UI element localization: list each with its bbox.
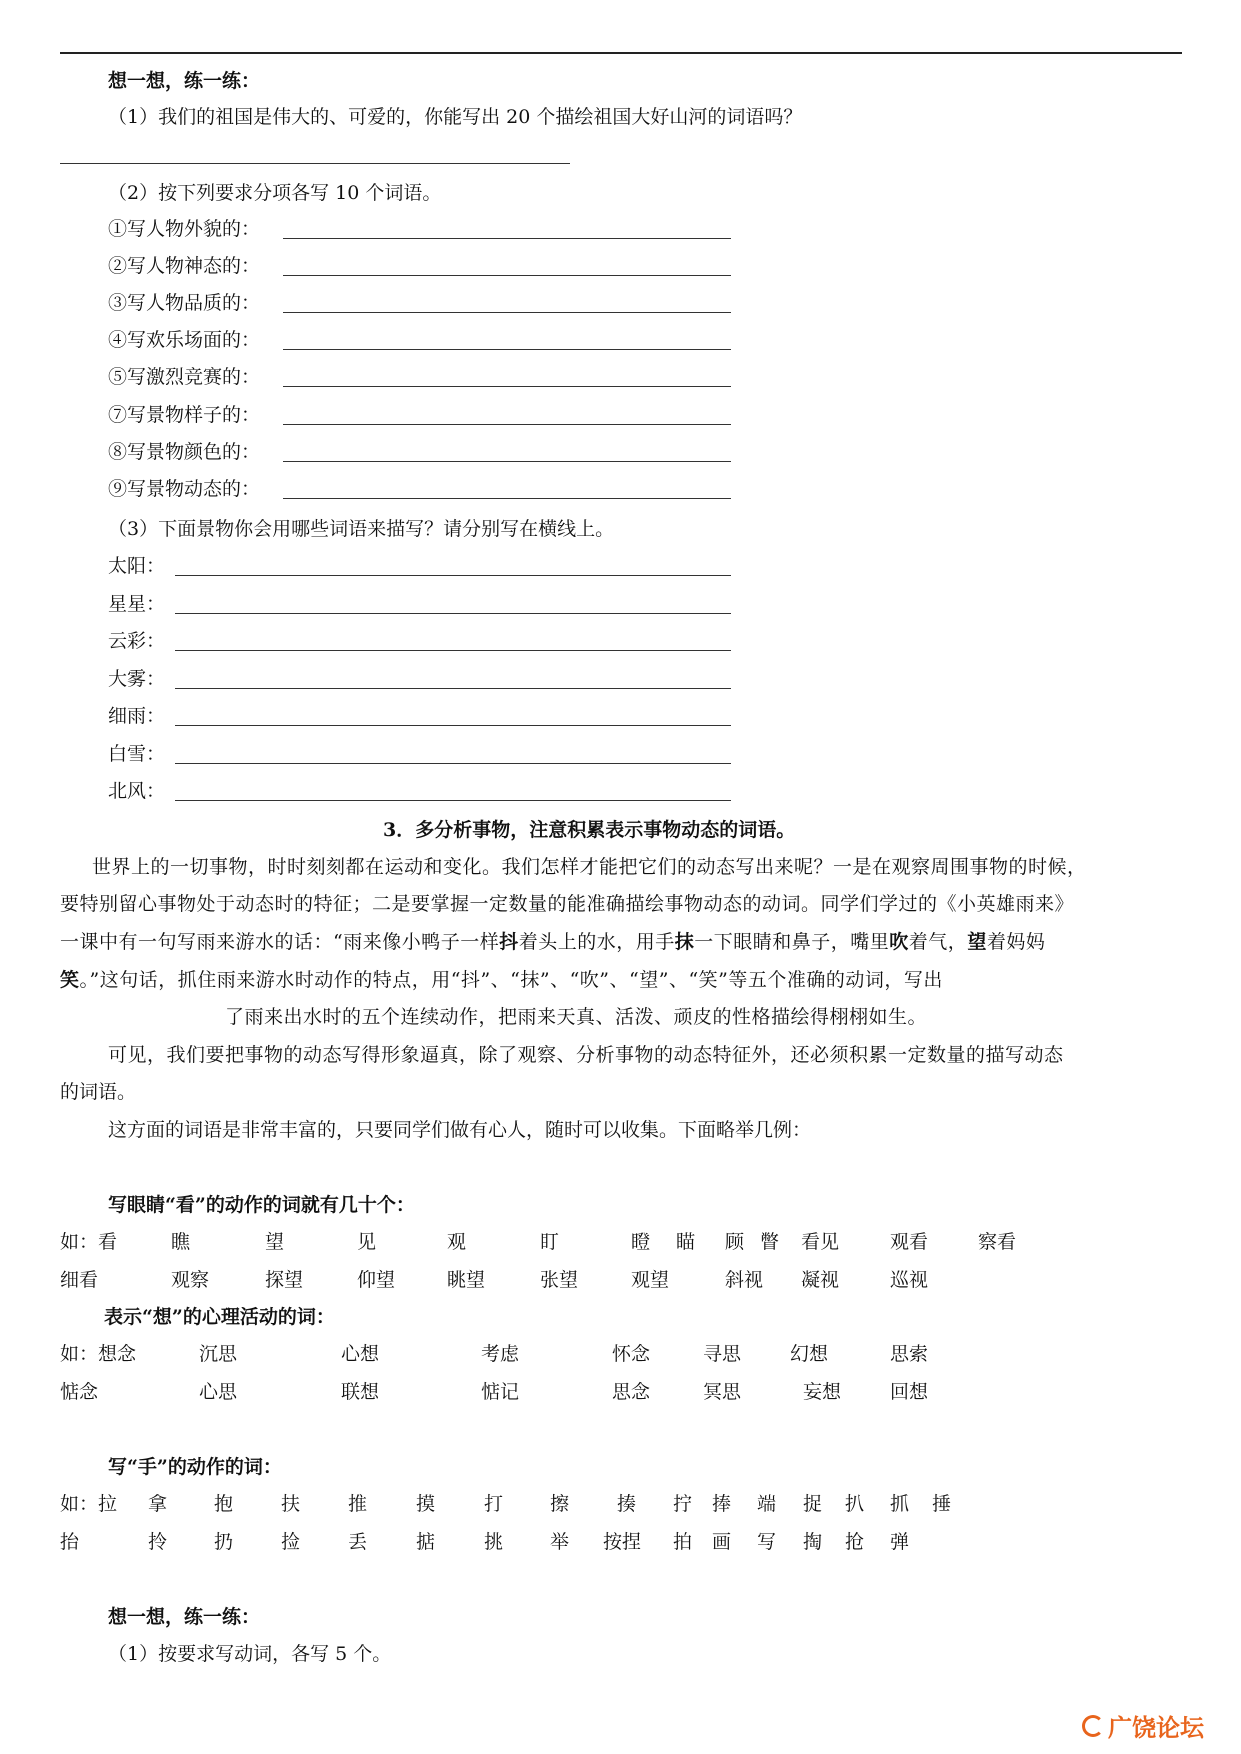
word: 推	[348, 1493, 368, 1515]
word: 观察	[171, 1269, 210, 1291]
question-1: （1）我们的祖国是伟大的、可爱的，你能写出 20 个描绘祖国大好山河的词语吗？	[108, 106, 803, 128]
section-title: 3．多分析事物，注意积累表示事物动态的词语。	[383, 819, 796, 841]
word: 冥思	[703, 1381, 742, 1403]
paragraph-line: 要特别留心事物处于动态时的特征；二是要掌握一定数量的能准确描绘事物动态的动词。同学们学过的《小英雄雨来》	[60, 893, 1075, 915]
word: 细看	[60, 1269, 99, 1291]
word: 观望	[631, 1269, 670, 1291]
word: 如：拉	[60, 1493, 118, 1515]
word: 如：想念	[60, 1343, 137, 1365]
word: 捶	[932, 1493, 952, 1515]
scenery-label: 大雾：	[108, 668, 166, 690]
word: 抓	[890, 1493, 910, 1515]
word: 沉思	[199, 1343, 238, 1365]
category-label: ④写欢乐场面的：	[108, 329, 261, 351]
word: 拿	[148, 1493, 168, 1515]
logo-mark-icon	[1082, 1715, 1104, 1737]
word: 回想	[890, 1381, 929, 1403]
word: 察看	[978, 1231, 1017, 1253]
blank-line[interactable]	[175, 725, 731, 726]
word: 探望	[265, 1269, 304, 1291]
blank-line[interactable]	[175, 613, 731, 614]
word: 按捏	[603, 1531, 642, 1553]
think-heading: 表示“想”的心理活动的词：	[104, 1306, 335, 1328]
word: 如：看	[60, 1231, 118, 1253]
word: 寻思	[703, 1343, 742, 1365]
blank-line[interactable]	[175, 763, 731, 764]
word: 掂	[416, 1531, 436, 1553]
word: 瞥	[760, 1231, 780, 1253]
word: 摸	[416, 1493, 436, 1515]
word: 斜视	[725, 1269, 764, 1291]
question-2: （2）按下列要求分项各写 10 个词语。	[108, 182, 442, 204]
scenery-label: 星星：	[108, 593, 166, 615]
word: 抬	[60, 1531, 80, 1553]
practice-heading-2: 想一想，练一练：	[108, 1606, 261, 1628]
scenery-label: 太阳：	[108, 555, 166, 577]
word: 思索	[890, 1343, 929, 1365]
word: 掏	[803, 1531, 823, 1553]
question-3: （3）下面景物你会用哪些词语来描写？请分别写在横线上。	[108, 518, 615, 540]
word: 怀念	[612, 1343, 651, 1365]
paragraph-line: 的词语。	[60, 1081, 137, 1103]
category-label: ⑦写景物样子的：	[108, 404, 261, 426]
word: 扔	[214, 1531, 234, 1553]
word: 捧	[712, 1493, 732, 1515]
word: 仰望	[357, 1269, 396, 1291]
word: 端	[757, 1493, 777, 1515]
forum-logo	[1082, 1708, 1204, 1743]
category-label: ⑨写景物动态的：	[108, 478, 261, 500]
word: 看见	[801, 1231, 840, 1253]
practice-heading: 想一想，练一练：	[108, 70, 261, 92]
word: 心思	[199, 1381, 238, 1403]
word: 瞧	[171, 1231, 191, 1253]
word: 见	[357, 1231, 377, 1253]
blank-line[interactable]	[283, 275, 731, 276]
word: 拍	[673, 1531, 693, 1553]
paragraph-line: 这方面的词语是非常丰富的，只要同学们做有心人，随时可以收集。下面略举几例：	[108, 1119, 812, 1141]
word: 抢	[845, 1531, 865, 1553]
word: 挑	[484, 1531, 504, 1553]
word: 打	[484, 1493, 504, 1515]
word: 拎	[148, 1531, 168, 1553]
word: 眺望	[447, 1269, 486, 1291]
word: 心想	[341, 1343, 380, 1365]
word: 扒	[845, 1493, 865, 1515]
paragraph-line: 可见，我们要把事物的动态写得形象逼真，除了观察、分析事物的动态特征外，还必须积累一定数量的描写动态	[108, 1044, 1064, 1066]
question-verbs: （1）按要求写动词，各写 5 个。	[108, 1643, 392, 1665]
scenery-label: 云彩：	[108, 630, 166, 652]
paragraph-line: 笑。”这句话，抓住雨来游水时动作的特点，用“抖”、“抹”、“吹”、“望”、“笑”等五个准确的动词，写出	[60, 969, 943, 991]
category-label: ⑧写景物颜色的：	[108, 441, 261, 463]
blank-line[interactable]	[175, 688, 731, 689]
hand-heading: 写“手”的动作的词：	[108, 1456, 282, 1478]
word: 擦	[550, 1493, 570, 1515]
word: 瞪	[631, 1231, 651, 1253]
category-label: ⑤写激烈竞赛的：	[108, 366, 261, 388]
word: 巡视	[890, 1269, 929, 1291]
blank-line[interactable]	[283, 498, 731, 499]
answer-line	[60, 163, 570, 164]
blank-line[interactable]	[283, 312, 731, 313]
word: 丢	[348, 1531, 368, 1553]
paragraph-line: 世界上的一切事物，时时刻刻都在运动和变化。我们怎样才能把它们的动态写出来呢？一是在观察周围事物的时候，	[92, 856, 1087, 878]
paragraph-line: 了雨来出水时的五个连续动作，把雨来天真、活泼、顽皮的性格描绘得栩栩如生。	[225, 1006, 928, 1028]
word: 举	[550, 1531, 570, 1553]
word: 幻想	[790, 1343, 829, 1365]
blank-line[interactable]	[283, 424, 731, 425]
word: 捡	[281, 1531, 301, 1553]
word: 盯	[540, 1231, 560, 1253]
word: 弹	[890, 1531, 910, 1553]
word: 惦记	[481, 1381, 520, 1403]
blank-line[interactable]	[175, 575, 731, 576]
blank-line[interactable]	[175, 800, 731, 801]
category-label: ②写人物神态的：	[108, 255, 261, 277]
scenery-label: 北风：	[108, 780, 166, 802]
word: 揍	[617, 1493, 637, 1515]
logo-text: 广饶论坛	[1108, 1714, 1204, 1742]
word: 顾	[725, 1231, 745, 1253]
word: 惦念	[60, 1381, 99, 1403]
look-heading: 写眼睛“看”的动作的词就有几十个：	[108, 1194, 415, 1216]
word: 拧	[673, 1493, 693, 1515]
paragraph-line: 一课中有一句写雨来游水的话：“雨来像小鸭子一样抖着头上的水，用手抹一下眼睛和鼻子，嘴里吹着气，望着妈妈	[60, 931, 1046, 953]
blank-line[interactable]	[283, 386, 731, 387]
top-rule	[60, 52, 1182, 54]
word: 联想	[341, 1381, 380, 1403]
word: 思念	[612, 1381, 651, 1403]
category-label: ①写人物外貌的：	[108, 218, 261, 240]
word: 写	[757, 1531, 777, 1553]
word: 扶	[281, 1493, 301, 1515]
word: 抱	[214, 1493, 234, 1515]
blank-line[interactable]	[283, 349, 731, 350]
word: 观看	[890, 1231, 929, 1253]
word: 妄想	[803, 1381, 842, 1403]
scenery-label: 细雨：	[108, 705, 166, 727]
blank-line[interactable]	[283, 238, 731, 239]
word: 凝视	[801, 1269, 840, 1291]
blank-line[interactable]	[283, 461, 731, 462]
word: 画	[712, 1531, 732, 1553]
word: 瞄	[676, 1231, 696, 1253]
word: 考虑	[481, 1343, 520, 1365]
word: 张望	[540, 1269, 579, 1291]
word: 捉	[803, 1493, 823, 1515]
scenery-label: 白雪：	[108, 743, 166, 765]
word: 望	[265, 1231, 285, 1253]
blank-line[interactable]	[175, 650, 731, 651]
category-label: ③写人物品质的：	[108, 292, 261, 314]
word: 观	[447, 1231, 467, 1253]
